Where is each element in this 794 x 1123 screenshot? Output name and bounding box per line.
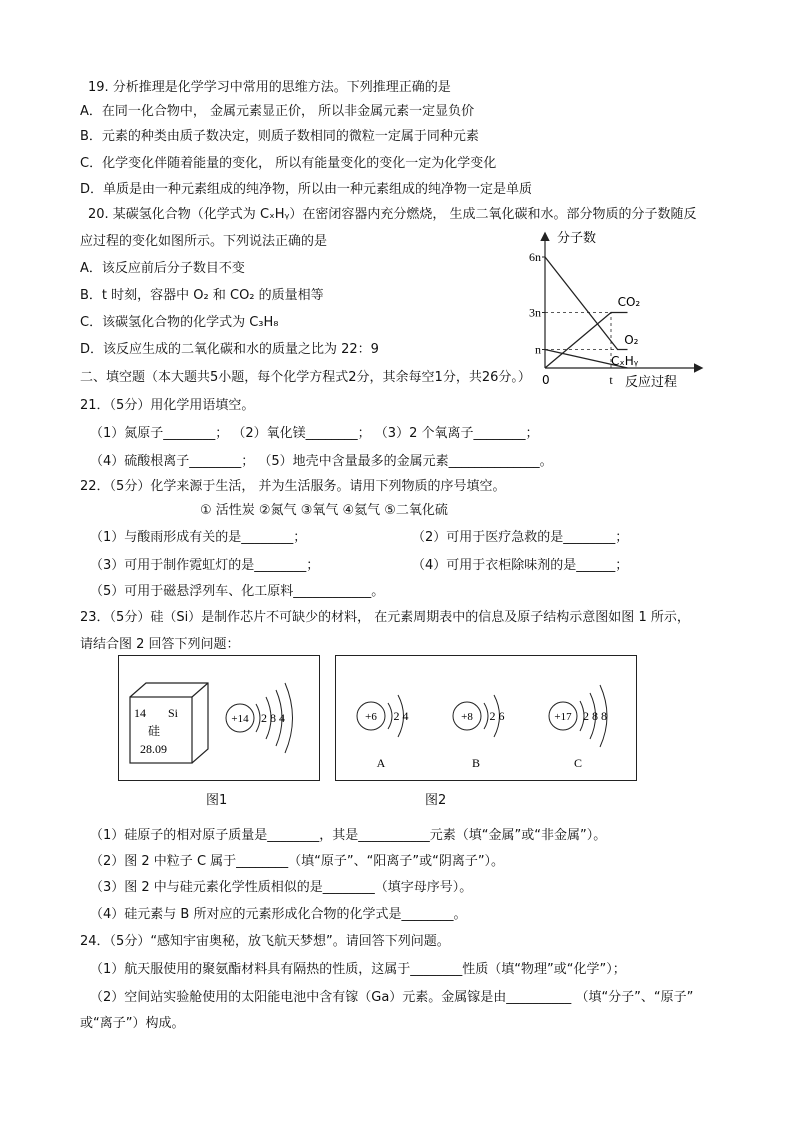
q21-line2: （4）硫酸根离子________； （5）地壳中含量最多的金属元素______________。 [90, 454, 553, 469]
q23-item1: （1）硅原子的相对原子质量是________，其是___________元素（填“金属”或“非金属”）。 [90, 828, 607, 843]
q24-item2-line1: （2）空间站实验舱使用的太阳能电池中含有镓（Ga）元素。金属镓是由__________ （填“分子”、“原子” [90, 990, 694, 1005]
q21-line1: （1）氮原子________； （2）氧化镁________； （3）2 个氧离子________； [90, 426, 539, 441]
q23-item3: （3）图 2 中与硅元素化学性质相似的是________（填字母序号）。 [90, 880, 473, 895]
y-tick-label: 6n [529, 250, 541, 264]
q22-item5: （5）可用于磁悬浮列车、化工原料____________。 [90, 584, 385, 599]
silicon-atom-diagram [226, 683, 293, 753]
figure-2-caption: 图2 [425, 793, 447, 808]
q22-item4: （4）可用于衣柜除味剂的是______； [412, 558, 629, 573]
atom-a-nucleus: +6 [365, 711, 377, 723]
x-axis-label: 反应过程 [625, 375, 678, 390]
q20-stem-line2: 应过程的变化如图所示。下列说法正确的是 [80, 234, 328, 249]
q23-item2: （2）图 2 中粒子 C 属于________（填“原子”、“阳离子”或“阴离子”）。 [90, 854, 505, 869]
figure-2-atoms [335, 655, 637, 781]
q24-item2-line2: 或“离子”）构成。 [80, 1016, 185, 1031]
figure-1-caption: 图1 [206, 793, 228, 808]
section-2-title: 二、填空题（本大题共5小题，每个化学方程式2分，其余每空1分，共26分。） [80, 370, 531, 385]
atom-c-shells: 2 8 8 [583, 709, 607, 723]
figure-1-silicon [118, 655, 320, 781]
q23-stem-line2: 请结合图 2 回答下列问题： [80, 637, 240, 652]
q19-stem: 19. 分析推理是化学学习中常用的思维方法。下列推理正确的是 [88, 80, 451, 95]
y-axis-label: 分子数 [557, 231, 597, 246]
q22-item1: （1）与酸雨形成有关的是________； [90, 530, 307, 545]
q20-option-d: D．该反应生成的二氧化碳和水的质量之比为 22：9 [80, 342, 379, 357]
atom-c-label: C [573, 756, 583, 770]
q20-option-c: C．该碳氢化合物的化学式为 C₃H₈ [80, 315, 279, 330]
molecule-count-chart [505, 228, 705, 393]
origin-label: 0 [542, 373, 550, 387]
q19-option-d: D．单质是由一种元素组成的纯净物，所以由一种元素组成的纯净物一定是单质 [80, 182, 533, 197]
atom-a [357, 695, 409, 770]
q22-item2: （2）可用于医疗急救的是________； [412, 530, 629, 545]
q23-item4: （4）硅元素与 B 所对应的元素形成化合物的化学式是________。 [90, 907, 467, 922]
series-label: CO₂ [617, 295, 641, 310]
element-symbol: Si [168, 706, 179, 720]
q22-options: ① 活性炭 ②氮气 ③氧气 ④氦气 ⑤二氧化硫 [200, 503, 448, 518]
atomic-number: 14 [134, 706, 146, 720]
q21-stem: 21．（5分）用化学用语填空。 [80, 398, 255, 413]
q19-option-a: A．在同一化合物中， 金属元素显正价， 所以非金属元素一定显负价 [80, 104, 475, 119]
y-tick-label: 3n [529, 305, 541, 320]
atom-b-nucleus: +8 [461, 711, 473, 723]
electron-shells: 2 8 4 [261, 711, 285, 725]
q20-stem-line1: 20. 某碳氢化合物（化学式为 CₓHᵧ）在密闭容器内充分燃烧， 生成二氧化碳和水。部分物质的分子数随反 [88, 207, 697, 222]
q20-option-a: A．该反应前后分子数目不变 [80, 261, 245, 276]
atom-c-nucleus: +17 [554, 711, 572, 723]
y-tick-label: n [535, 342, 541, 357]
q24-item1: （1）航天服使用的聚氨酯材料具有隔热的性质，这属于________性质（填“物理”或“化学”）； [90, 962, 626, 977]
q24-stem: 24．（5分）“感知宇宙奥秘，放飞航天梦想”。请回答下列问题。 [80, 934, 450, 949]
x-tick-label: t [609, 373, 613, 387]
q23-stem-line1: 23．（5分）硅（Si）是制作芯片不可缺少的材料， 在元素周期表中的信息及原子结构示意图如图 1 所示， [80, 610, 690, 625]
series-label: O₂ [624, 332, 639, 347]
atom-a-shells: 2 4 [393, 709, 409, 723]
q22-stem: 22．（5分）化学来源于生活， 并为生活服务。请用下列物质的序号填空。 [80, 479, 506, 494]
atom-b [453, 695, 505, 770]
atom-b-label: B [471, 756, 481, 770]
atomic-mass: 28.09 [140, 742, 167, 756]
q22-item3: （3）可用于制作霓虹灯的是________； [90, 558, 320, 573]
q20-option-b: B．t 时刻，容器中 O₂ 和 CO₂ 的质量相等 [80, 288, 324, 303]
series-line [545, 257, 628, 350]
atom-a-label: A [376, 756, 386, 770]
atom-c [549, 685, 607, 770]
atom-b-shells: 2 6 [489, 709, 505, 723]
series-label: CₓHᵧ [611, 354, 639, 369]
element-name: 硅 [148, 724, 161, 738]
nucleus-charge: +14 [231, 713, 249, 725]
q19-option-b: B．元素的种类由质子数决定，则质子数相同的微粒一定属于同种元素 [80, 129, 479, 144]
periodic-cell [130, 683, 208, 763]
q19-option-c: C．化学变化伴随着能量的变化， 所以有能量变化的变化一定为化学变化 [80, 156, 497, 171]
